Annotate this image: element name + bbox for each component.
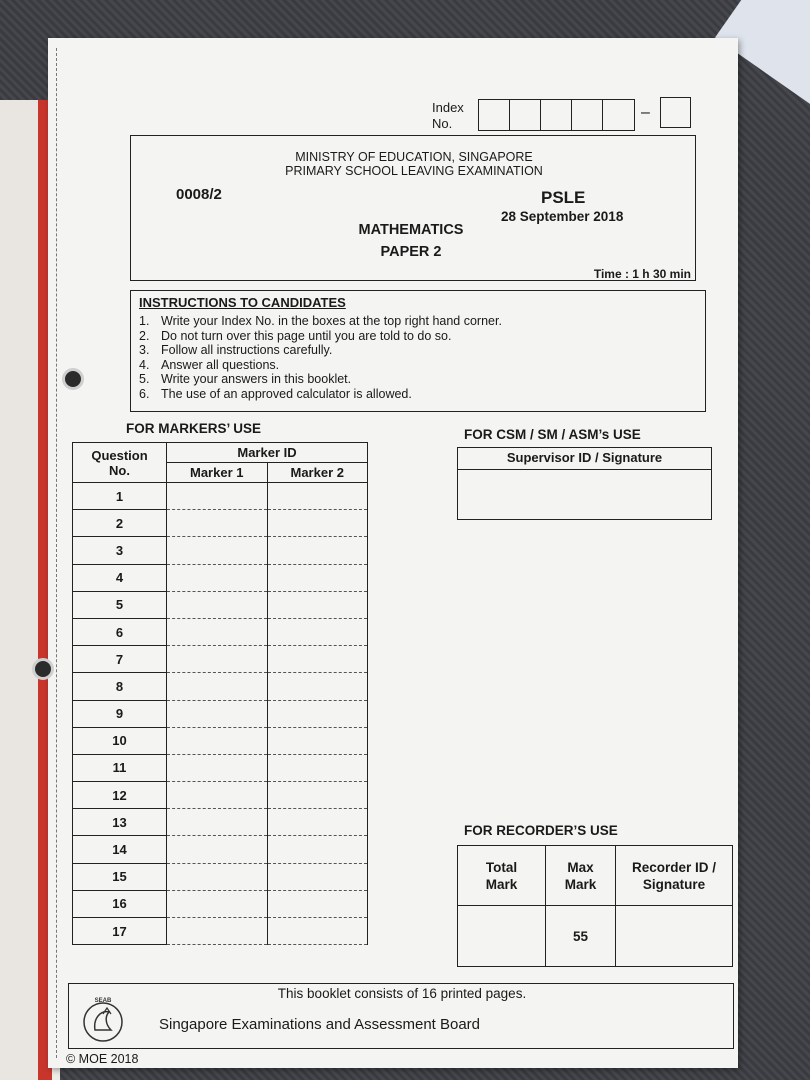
instruction-number: 2. [139,328,150,343]
footer-box [68,983,734,1049]
question-number: 15 [73,863,167,890]
index-number-boxes[interactable] [478,99,635,131]
csm-heading: FOR CSM / SM / ASM’s USE [464,427,641,442]
marker1-header: Marker 1 [167,463,268,483]
instruction-item [139,329,697,344]
index-class-box[interactable] [660,97,691,128]
instruction-item [139,372,697,387]
marker-cell[interactable] [267,646,368,673]
marker-cell[interactable] [167,564,268,591]
exam-date: 28 September 2018 [501,209,624,224]
board-name: Singapore Examinations and Assessment Board [159,1016,481,1033]
instructions-title: INSTRUCTIONS TO CANDIDATES [139,295,346,310]
max-mark-value: 55 [546,906,616,967]
supervisor-header: Supervisor ID / Signature [458,448,711,470]
table-row [73,918,368,945]
table-row [73,510,368,537]
marker-id-header: Marker ID [167,443,368,463]
instruction-item [139,343,697,358]
table-row [73,782,368,809]
table-row [73,564,368,591]
question-number: 6 [73,618,167,645]
question-number: 3 [73,537,167,564]
question-number: 13 [73,809,167,836]
marker-cell[interactable] [167,754,268,781]
question-column-header: Question No. [73,443,167,483]
exam-name: PSLE [541,188,586,207]
exam-duration: Time : 1 h 30 min [593,267,691,281]
instruction-text: Write your answers in this booklet. [161,372,352,386]
instruction-number: 1. [139,314,150,328]
ministry-heading: MINISTRY OF EDUCATION, SINGAPORE PRIMARY SCHOOL LEAVING EXAMINATION [285,150,543,178]
exam-header-box [130,135,696,281]
paper-code: 0008/2 [176,186,222,203]
copyright: © MOE 2018 [66,1052,139,1066]
question-number: 1 [73,483,167,510]
question-number: 8 [73,673,167,700]
marker-cell[interactable] [267,754,368,781]
table-row [73,483,368,510]
table-row [73,754,368,781]
instructions-box [130,290,706,412]
table-row [73,591,368,618]
question-number: 5 [73,591,167,618]
seab-logo-icon [81,994,125,1044]
perforation-line [56,48,57,1058]
marker-cell[interactable] [267,483,368,510]
question-number: 4 [73,564,167,591]
marker-cell[interactable] [167,510,268,537]
marker-cell[interactable] [167,782,268,809]
marker2-header: Marker 2 [267,463,368,483]
marker-cell[interactable] [267,890,368,917]
instruction-text: Follow all instructions carefully. [161,343,333,357]
instruction-number: 5. [139,372,150,386]
recorder-table [457,845,733,967]
marker-cell[interactable] [167,618,268,645]
instruction-text: Write your Index No. in the boxes at the top right hand corner. [161,314,502,328]
question-number: 7 [73,646,167,673]
instruction-number: 6. [139,386,150,401]
question-number: 17 [73,918,167,945]
marker-cell[interactable] [267,564,368,591]
marker-cell[interactable] [267,618,368,645]
marker-cell[interactable] [167,836,268,863]
index-dash: – [641,104,650,121]
question-number: 16 [73,890,167,917]
marker-cell[interactable] [167,537,268,564]
table-row [73,727,368,754]
recorder-heading: FOR RECORDER’S USE [464,823,618,838]
instruction-text: Do not turn over this page until you are told to do so. [161,328,452,343]
marker-cell[interactable] [167,483,268,510]
instruction-text: Answer all questions. [161,357,280,372]
question-number: 14 [73,836,167,863]
punch-hole [32,658,54,680]
table-row [73,673,368,700]
marker-cell[interactable] [167,646,268,673]
marker-cell[interactable] [167,863,268,890]
marker-cell[interactable] [267,727,368,754]
exam-cover-sheet [48,38,738,1068]
max-mark-header: Max Mark [546,846,616,906]
table-row [73,890,368,917]
svg-text:SEAB: SEAB [94,998,112,1004]
instruction-item [139,358,697,373]
marker-cell[interactable] [267,673,368,700]
marker-cell[interactable] [267,809,368,836]
table-row [73,836,368,863]
instruction-text: The use of an approved calculator is allowed. [161,386,412,401]
index-label: Index No. [432,100,464,131]
marker-cell[interactable] [167,591,268,618]
instruction-item [139,387,697,402]
marker-cell[interactable] [167,727,268,754]
marker-cell[interactable] [167,700,268,727]
punch-hole [62,368,84,390]
recorder-signature-cell[interactable] [616,906,733,967]
marker-cell[interactable] [267,918,368,945]
question-number: 11 [73,754,167,781]
question-number: 9 [73,700,167,727]
recorder-id-header: Recorder ID / Signature [616,846,733,906]
instruction-item [139,314,697,329]
marker-cell[interactable] [267,510,368,537]
marker-cell[interactable] [267,836,368,863]
subject-title: MATHEMATICS [358,222,464,238]
markers-table [72,442,368,945]
marker-cell[interactable] [267,591,368,618]
marker-cell[interactable] [267,782,368,809]
page-count-note: This booklet consists of 16 printed pages. [277,986,527,1001]
marker-cell[interactable] [167,918,268,945]
instruction-number: 4. [139,357,150,372]
paper-title: PAPER 2 [380,244,442,260]
table-row [73,618,368,645]
total-mark-header: Total Mark [458,846,546,906]
marker-cell[interactable] [167,673,268,700]
instructions-list [139,314,697,401]
instruction-number: 3. [139,343,150,357]
table-row [73,537,368,564]
marker-cell[interactable] [167,890,268,917]
supervisor-box [457,447,712,520]
question-number: 2 [73,510,167,537]
marker-cell[interactable] [167,809,268,836]
marker-cell[interactable] [267,700,368,727]
total-mark-cell[interactable] [458,906,546,967]
table-row [73,809,368,836]
table-row [73,863,368,890]
marker-cell[interactable] [267,863,368,890]
table-row [73,646,368,673]
markers-heading: FOR MARKERS’ USE [126,421,262,436]
table-row [73,700,368,727]
question-number: 10 [73,727,167,754]
marker-cell[interactable] [267,537,368,564]
question-number: 12 [73,782,167,809]
